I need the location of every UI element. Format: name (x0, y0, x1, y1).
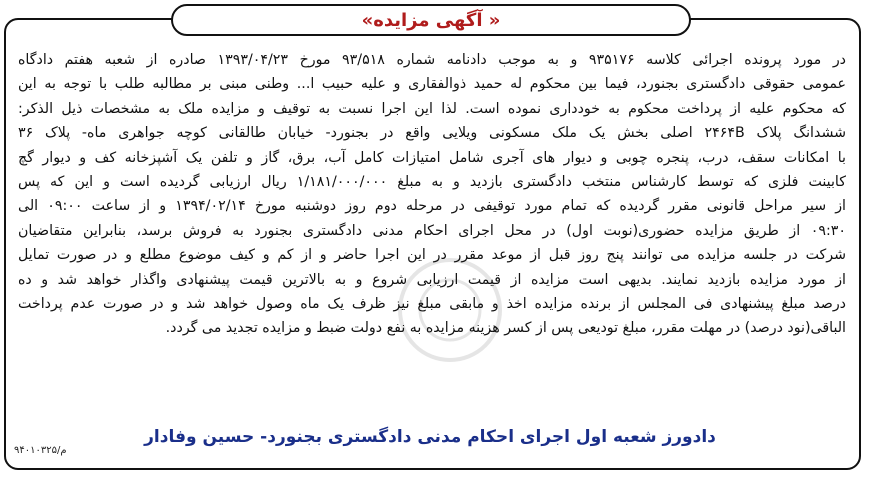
body-line-2: عمومی حقوقی دادگستری بجنورد، فیما بین محکوم له حمید ذوالفقاری و علیه حبیب ا... وطنی مبنی بر مطالبه طلب با توجه به این (18, 76, 846, 93)
body-line-8: ۰۹:۳۰ از طریق مزایده حضوری(نوبت اول) در محل اجرای احکام مدنی دادگستری بجنورد به فروش برسد، بنابراین متقاضیان (18, 222, 846, 239)
body-line-1: در مورد پرونده اجرائی کلاسه ۹۳۵۱۷۶ و به موجب دادنامه شماره ۹۳/۵۱۸ مورخ ۱۳۹۳/۰۴/۲۳ صادره از شعبه هفتم دادگاه (18, 52, 846, 68)
body-line-9: شرکت در جلسه مزایده می توانند پنج روز قبل از موعد مقرر در این اجرا حاضر و از کم و کیف موضوع مطلع و در صورت تمایل (18, 247, 846, 264)
signature-line: دادورز شعبه اول اجرای احکام مدنی دادگستری بجنورد- حسین وفادار (144, 427, 716, 447)
body-line-3: که محکوم علیه از پرداخت محکوم به خودداری نموده است. لذا این اجرا نسبت به توقیف و مزایده ملک به مشخصات ذیل الذکر: (18, 100, 846, 117)
body-line-4: ششدانگ پلاک ۲۴۶۴B اصلی بخش یک ملک مسکونی ویلایی واقع در بجنورد- خیابان طالقانی کوچه جواهری ماه- پلاک ۳۶ (18, 125, 846, 142)
body-line-6: کابینت فلزی که توسط کارشناس منتخب دادگستری بازدید و به مبلغ ۱/۱۸۱/۰۰۰/۰۰۰ ریال ارزیابی گردیده است و این که پس (18, 173, 846, 190)
body-line-5: با امکانات سقف، درب، پنجره چوبی و دیوار های آجری شامل امتیازات کامل آب، برق، گاز و تلفن یک آشپزخانه کف و دیوار گچ (18, 149, 846, 166)
body-line-12: الباقی(نود درصد) در مهلت مقرر، مبلغ تودیعی پس از کسر هزینه مزایده به نفع دولت ضبط و مزایده تجدید می گردد. (165, 320, 846, 337)
notice-title: « آگهی مزایده» (361, 9, 501, 31)
notice-code: م/۹۴۰۱۰۳۲۵ (14, 445, 67, 456)
body-line-10: از مورد مزایده بازدید نمایند. بدیهی است مزایده از قیمت ارزیابی شروع و به بالاترین قیمت پیشنهادی واگذار خواهد شد و ده (18, 271, 846, 288)
body-line-11: درصد مبلغ پیشنهادی فی المجلس از برنده مزایده اخذ و مابقی مبلغ نیز ظرف یک ماه وصول خواهد شد و در صورت عدم پرداخت (18, 295, 846, 312)
notice-body (18, 48, 846, 341)
body-line-7: از سیر مراحل قانونی مقرر گردیده که تمام مورد توقیفی در مرحله دوم روز دوشنبه مورخ ۱۳۹۴/۰۲/۱۴ و از ساعت ۰۹:۰۰ الی (18, 198, 846, 215)
notice-title-box (171, 4, 691, 36)
